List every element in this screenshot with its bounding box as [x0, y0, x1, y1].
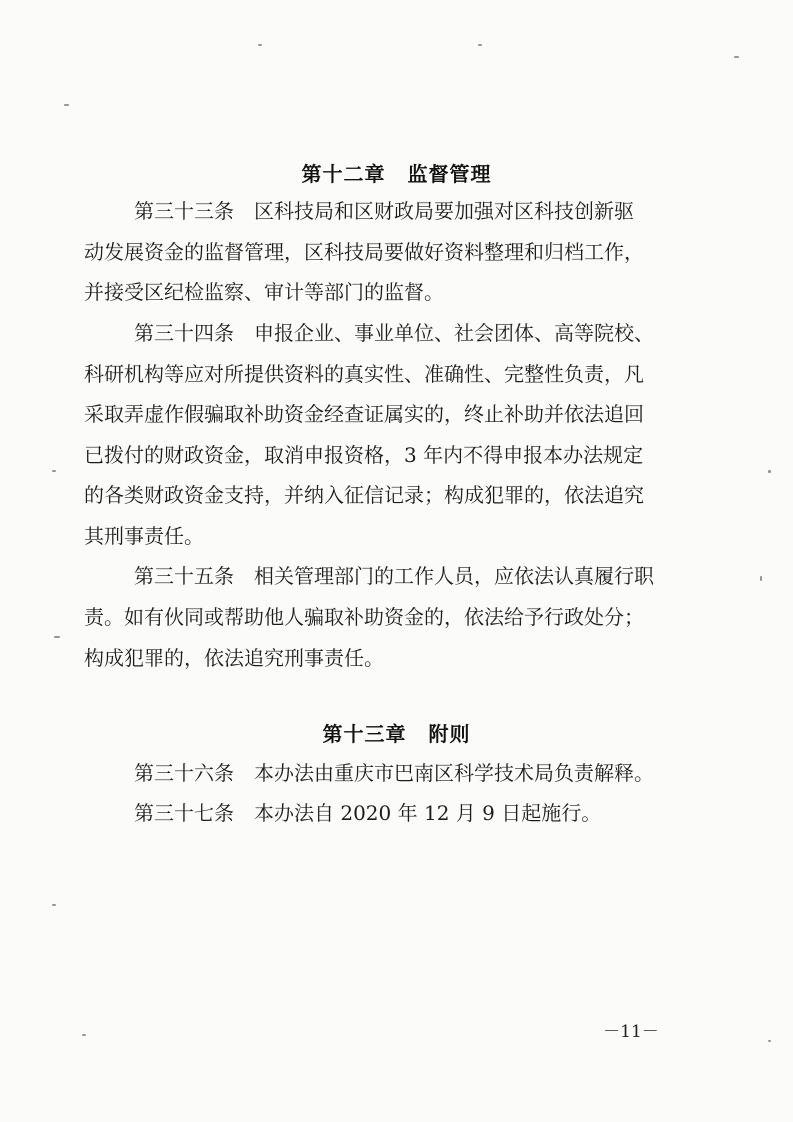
- article-33-line-3: 并接受区纪检监察、审计等部门的监督。: [84, 280, 444, 304]
- scan-speck: [52, 470, 56, 472]
- chapter-12-number: 第十二章: [301, 162, 386, 186]
- article-37-line: [134, 801, 601, 825]
- article-33-line-1: 第三十三条 区科技局和区财政局要加强对区科技创新驱: [134, 199, 634, 223]
- article-34-line-1: 第三十四条 申报企业、事业单位、社会团体、高等院校、: [134, 321, 654, 345]
- article-35-number: 第三十五条: [134, 564, 234, 588]
- scan-speck: [478, 44, 482, 46]
- scan-speck: [54, 636, 60, 638]
- chapter-12-heading: [0, 158, 793, 187]
- article-36-line: [134, 761, 654, 785]
- article-34-line-6: 其刑事责任。: [84, 524, 204, 548]
- scan-speck: [52, 904, 56, 906]
- article-37-text: 本办法自 2020 年 12 月 9 日起施行。: [254, 801, 602, 825]
- article-33-line-2: 动发展资金的监督管理，区科技局要做好资料整理和归档工作，: [84, 240, 644, 264]
- scan-speck: [760, 576, 762, 581]
- article-37-number: 第三十七条: [134, 801, 234, 825]
- article-36-number: 第三十六条: [134, 761, 234, 785]
- chapter-13-number: 第十三章: [322, 722, 407, 746]
- scan-speck: [64, 104, 69, 106]
- scan-speck: [82, 1034, 86, 1036]
- article-34-line-3: 采取弄虚作假骗取补助资金经查证属实的，终止补助并依法追回: [84, 402, 644, 426]
- article-36-text: 本办法由重庆市巴南区科学技术局负责解释。: [254, 761, 654, 785]
- scan-speck: [734, 56, 739, 58]
- scan-speck: [768, 1040, 771, 1042]
- article-33-number: 第三十三条: [134, 199, 234, 223]
- article-35-line-3: 构成犯罪的，依法追究刑事责任。: [84, 646, 384, 670]
- scan-speck: [258, 44, 262, 46]
- article-34-number: 第三十四条: [134, 321, 234, 345]
- article-34-line-5: 的各类财政资金支持，并纳入征信记录；构成犯罪的，依法追究: [84, 483, 644, 507]
- page-number: －11－: [603, 1022, 659, 1042]
- article-34-line-4: 已拨付的财政资金，取消申报资格，3 年内不得申报本办法规定: [84, 443, 644, 467]
- chapter-12-title: 监督管理: [407, 162, 492, 186]
- chapter-13-heading: [0, 718, 793, 747]
- article-35-line-2: 责。如有伙同或帮助他人骗取补助资金的，依法给予行政处分；: [84, 605, 644, 629]
- article-34-line-2: 科研机构等应对所提供资料的真实性、准确性、完整性负责，凡: [84, 362, 644, 386]
- chapter-13-title: 附则: [428, 722, 471, 746]
- article-35-line-1: 第三十五条 相关管理部门的工作人员，应依法认真履行职: [134, 564, 654, 588]
- scan-speck: [768, 470, 771, 473]
